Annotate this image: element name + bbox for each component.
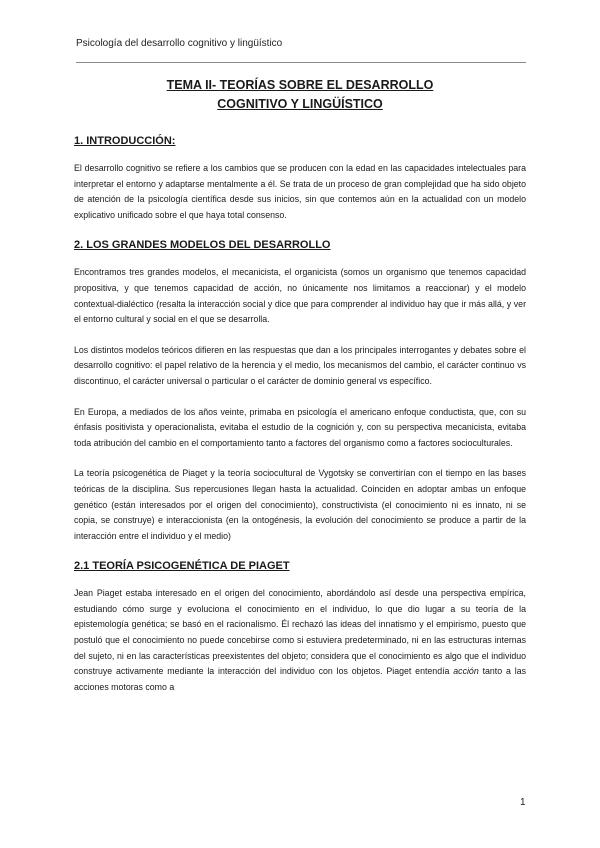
paragraph-piaget-1: [74, 586, 526, 695]
title-line-1: TEMA II- TEORÍAS SOBRE EL DESARROLLO: [166, 78, 434, 92]
header-rule: [76, 62, 526, 63]
title-line-2: COGNITIVO Y LINGÜÍSTICO: [217, 97, 383, 111]
section-heading-piaget: 2.1 TEORÍA PSICOGENÉTICA DE PIAGET: [74, 560, 290, 573]
paragraph-piaget-text-b: tanto a las acciones motoras como a: [74, 666, 526, 692]
document-body: [74, 76, 526, 695]
document-title: [74, 76, 526, 114]
paragraph-modelos-4: La teoría psicogenética de Piaget y la teoría sociocultural de Vygotsky se convertirían con el tiempo en las bases teóricas de la disciplina. Sus repercusiones llegan hasta la actualidad. Coinciden en adoptar ambas un enfoque genético (están interesados por el origen del conocimiento), constructivista (el conocimiento ni es innato, ni se copia, se construye) e interaccionista (en la ontogénesis, la evolución del conocimiento se produce a partir de la interacción entre el individuo y el medio): [74, 468, 526, 541]
emphasis-accion: acción: [453, 666, 479, 677]
paragraph-piaget-text-a: Jean Piaget estaba interesado en el origen del conocimiento, abordándolo así desde una perspectiva empírica, estudiando cómo surge y evoluciona el conocimiento en el individuo, lo que dio lugar a su teoría de la epistemología genética; se basó en el racionalismo. Él rechazó las ideas del innatismo y el empirismo, puesto que postuló que el conocimiento no puede concebirse como si estuviera predeterminado, ni en las estructuras internas del sujeto, ni en las características preexistentes del objeto; considera que el conocimiento es algo que el individuo construye activamente mediante la interacción del individuo con los objetos. Piaget entendía: [74, 588, 526, 677]
paragraph-modelos-2: Los distintos modelos teóricos difieren en las respuestas que dan a los principales interrogantes y debates sobre el desarrollo cognitivo: el papel relativo de la herencia y el medio, los mecanismos del cambio, el carácter continuo vs discontinuo, el carácter universal o particular o el carácter de dominio general vs específico.: [74, 344, 526, 386]
paragraph-modelos-1: Encontramos tres grandes modelos, el mecanicista, el organicista (somos un organismo que tenemos capacidad propositiva, y que tenemos capacidad de acción, no únicamente nos limitamos a reaccionar) y el modelo contextual-dialéctico (resalta la interacción social y dice que para comprender al individuo hay que ir más allá, y ver el entorno cultural y social en el que se desarrolla.: [74, 267, 526, 325]
page-number: 1: [520, 797, 526, 808]
paragraph-introduccion: El desarrollo cognitivo se refiere a los cambios que se producen con la edad en las capacidades intelectuales para interpretar el entorno y adaptarse mentalmente a él. Se trata de un proceso de gran complejidad que ha sido objeto de atención de la psicología científica desde sus inicios, sin que contemos aún en la actualidad con un modelo explicativo unificado sobre el que haya total consenso.: [74, 163, 526, 220]
section-heading-introduccion: 1. INTRODUCCIÓN:: [74, 135, 176, 147]
section-heading-modelos: 2. LOS GRANDES MODELOS DEL DESARROLLO: [74, 239, 331, 252]
running-header: Psicología del desarrollo cognitivo y lingüístico: [76, 38, 283, 49]
paragraph-modelos-3: En Europa, a mediados de los años veinte, primaba en psicología el americano enfoque conductista, que, con su énfasis positivista y operacionalista, evitaba el estudio de la cognición y, con su perspectiva mecanicista, evitaba toda atribución del cambio en el comportamiento tanto a factores del organismo como a factores socioculturales.: [74, 406, 526, 448]
